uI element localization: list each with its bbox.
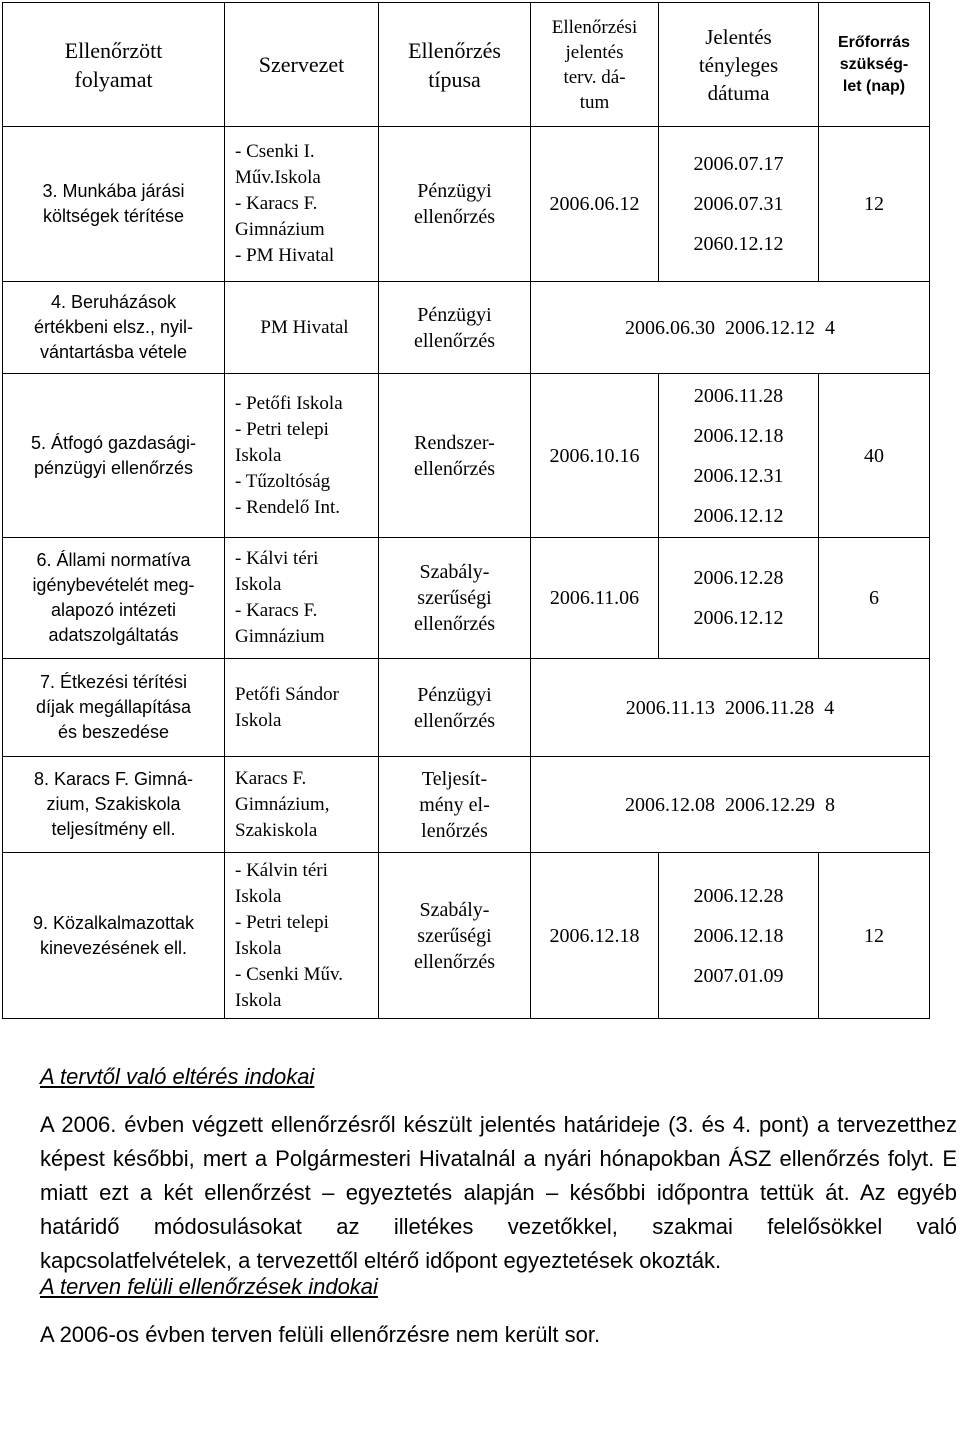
process-cell: 3. Munkába járási költségek térítése — [3, 127, 225, 282]
actual-date-cell: 2006.12.28 2006.12.12 — [659, 538, 819, 659]
dates-and-days-cell: 2006.12.08 2006.12.29 8 — [531, 757, 930, 853]
table-row — [3, 853, 930, 1019]
organization-cell: - Csenki I. Műv.Iskola - Karacs F. Gimnázium - PM Hivatal — [225, 127, 379, 282]
organization-cell: Karacs F. Gimnázium, Szakiskola — [225, 757, 379, 853]
audit-type-cell: Pénzügyi ellenőrzés — [379, 127, 531, 282]
table-row — [3, 127, 930, 282]
header-actual-date: Jelentés tényleges dátuma — [659, 3, 819, 127]
planned-date-cell: 2006.12.18 — [531, 853, 659, 1019]
section-heading-extra-audits: A terven felüli ellenőrzések indokai — [40, 1274, 378, 1299]
header-audit-type: Ellenőrzés típusa — [379, 3, 531, 127]
table-row — [3, 374, 930, 538]
process-cell: 4. Beruházások értékbeni elsz., nyil- vántartásba vétele — [3, 282, 225, 374]
header-planned-date: Ellenőrzési jelentés terv. dá- tum — [531, 3, 659, 127]
resource-days-cell: 40 — [819, 374, 930, 538]
organization-cell: PM Hivatal — [225, 282, 379, 374]
resource-days-cell: 12 — [819, 127, 930, 282]
process-cell: 7. Étkezési térítési díjak megállapítása és beszedése — [3, 659, 225, 757]
header-resource-days: Erőforrás szükség- let (nap) — [819, 3, 930, 127]
resource-days-cell: 6 — [819, 538, 930, 659]
organization-cell: - Petőfi Iskola - Petri telepi Iskola - Tűzoltóság - Rendelő Int. — [225, 374, 379, 538]
table-row — [3, 538, 930, 659]
section-text-extra-audits: A 2006-os évben terven felüli ellenőrzésre nem került sor. — [40, 1322, 601, 1347]
planned-date-cell: 2006.11.06 — [531, 538, 659, 659]
resource-days-cell: 12 — [819, 853, 930, 1019]
table-row — [3, 757, 930, 853]
section-text-deviation: A 2006. évben végzett ellenőrzésről készült jelentés határideje (3. és 4. pont) a tervezetthez képest későbbi, mert a Polgármesteri Hivatalnál a nyári hónapokban ÁSZ ellenőrzés folyt. E miatt ezt a két ellenőrzést – egyeztetés alapján – későbbi időpontra tettük át. Az egyéb határidő módosulásokat az illetékes vezetőkkel, szakmai felelősökkel való kapcsolatfelvételek, a tervezettől eltérő időpont egyeztetések okozták. — [40, 1112, 957, 1273]
audit-type-cell: Pénzügyi ellenőrzés — [379, 659, 531, 757]
actual-date-cell: 2006.07.17 2006.07.31 2060.12.12 — [659, 127, 819, 282]
process-cell: 5. Átfogó gazdasági- pénzügyi ellenőrzés — [3, 374, 225, 538]
audit-table — [2, 2, 930, 1019]
audit-type-cell: Szabály- szerűségi ellenőrzés — [379, 853, 531, 1019]
actual-date-cell: 2006.12.28 2006.12.18 2007.01.09 — [659, 853, 819, 1019]
audit-type-cell: Rendszer- ellenőrzés — [379, 374, 531, 538]
audit-type-cell: Pénzügyi ellenőrzés — [379, 282, 531, 374]
audit-type-cell: Szabály- szerűségi ellenőrzés — [379, 538, 531, 659]
section-heading-deviation: A tervtől való eltérés indokai — [40, 1064, 315, 1089]
table-row — [3, 659, 930, 757]
header-process: Ellenőrzött folyamat — [3, 3, 225, 127]
dates-and-days-cell: 2006.11.13 2006.11.28 4 — [531, 659, 930, 757]
organization-cell: Petőfi Sándor Iskola — [225, 659, 379, 757]
process-cell: 6. Állami normatíva igénybevételét meg- alapozó intézeti adatszolgáltatás — [3, 538, 225, 659]
organization-cell: - Kálvin téri Iskola - Petri telepi Iskola - Csenki Műv. Iskola — [225, 853, 379, 1019]
table-row — [3, 282, 930, 374]
planned-date-cell: 2006.10.16 — [531, 374, 659, 538]
audit-type-cell: Teljesít- mény el- lenőrzés — [379, 757, 531, 853]
actual-date-cell: 2006.11.28 2006.12.18 2006.12.31 2006.12.12 — [659, 374, 819, 538]
process-cell: 8. Karacs F. Gimná- zium, Szakiskola teljesítmény ell. — [3, 757, 225, 853]
organization-cell: - Kálvi téri Iskola - Karacs F. Gimnázium — [225, 538, 379, 659]
header-organization: Szervezet — [225, 3, 379, 127]
process-cell: 9. Közalkalmazottak kinevezésének ell. — [3, 853, 225, 1019]
planned-date-cell: 2006.06.12 — [531, 127, 659, 282]
dates-and-days-cell: 2006.06.30 2006.12.12 4 — [531, 282, 930, 374]
header-row — [3, 3, 930, 127]
